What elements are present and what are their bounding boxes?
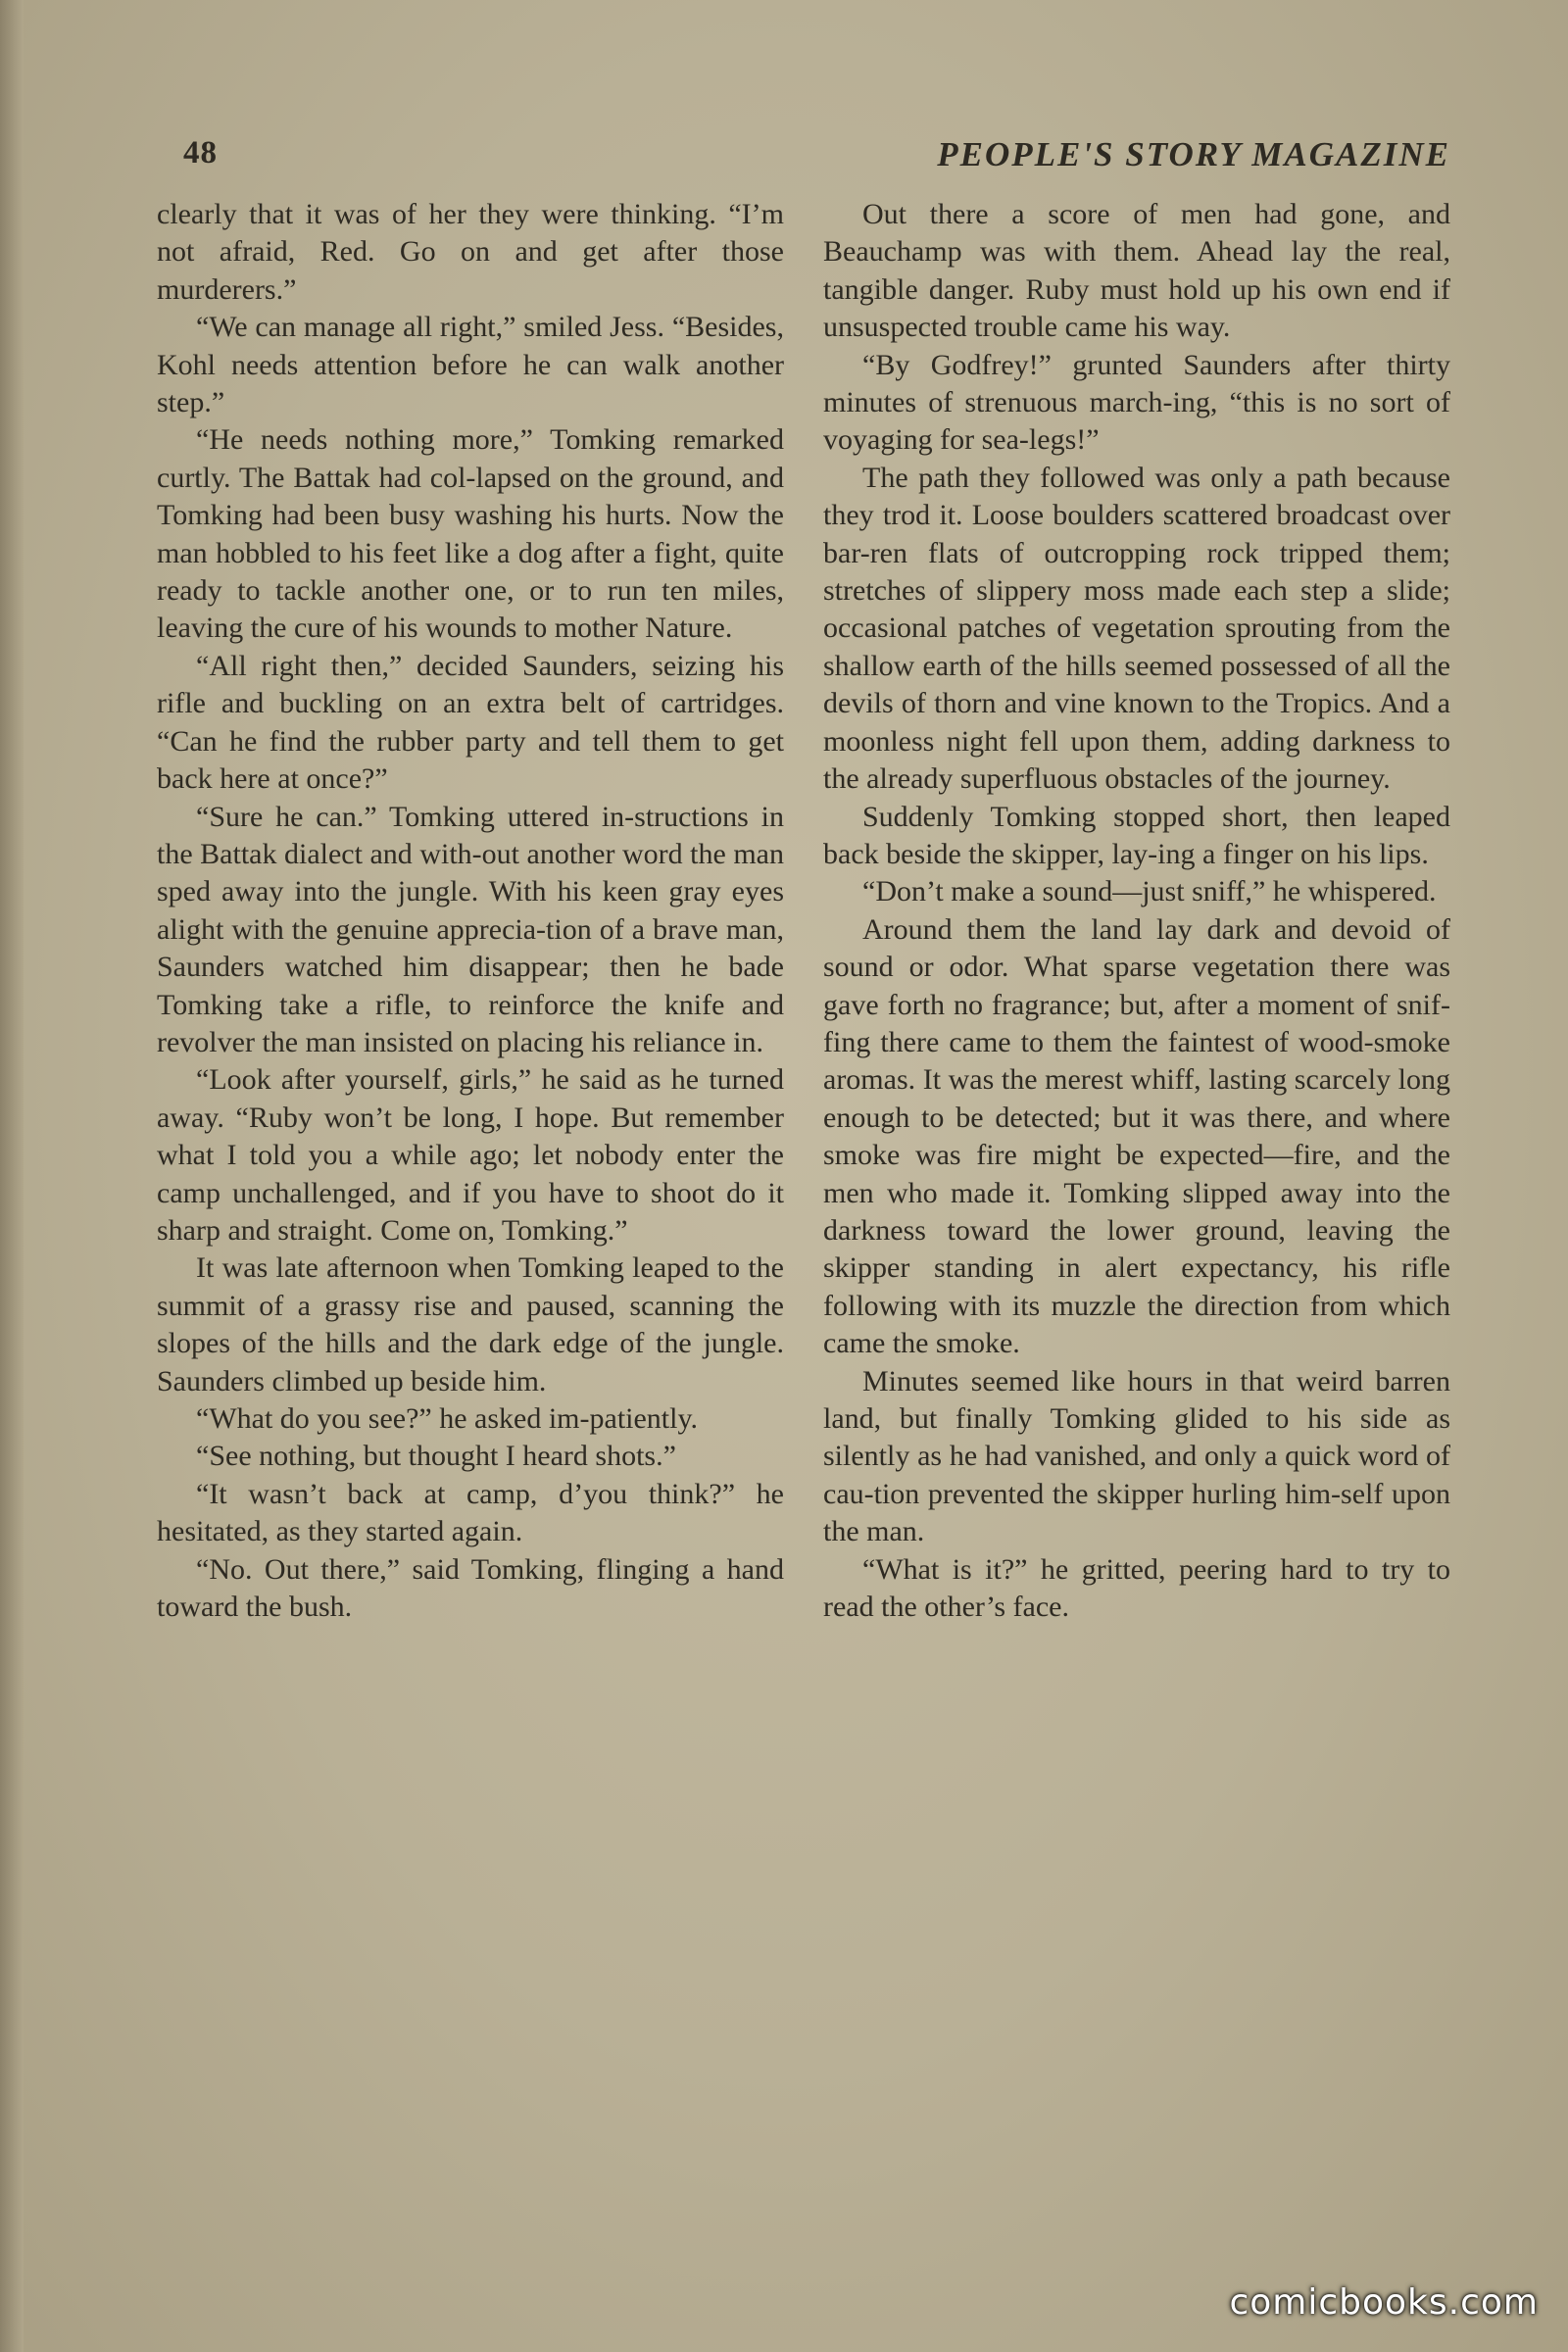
paragraph: The path they followed was only a path because they trod it. Loose boulders scattered broadcast over bar-ren flats of outcropping rock tripped them; stretches of slippery moss made each step a slide; occasional patches of vegetation sprouting from the shallow earth of the hills seemed possessed of all the devils of thorn and vine known to the Tropics. And a moonless night fell upon them, adding darkness to the already superfluous obstacles of the journey. (823, 461, 1450, 796)
page-binding-edge (0, 0, 24, 2352)
paragraph: “It wasn’t back at camp, d’you think?” he hesitated, as they started again. (157, 1477, 784, 1548)
left-column (157, 196, 784, 1626)
paragraph: Minutes seemed like hours in that weird barren land, but finally Tomking glided to his side as silently as he had vanished, and only a quick word of cau-tion prevented the skipper hurling him-self upon the man. (823, 1364, 1450, 1548)
paragraph: “Don’t make a sound—just sniff,” he whispered. (862, 875, 1437, 908)
paragraph: clearly that it was of her they were thinking. “I’m not afraid, Red. Go on and get after those murderers.” (157, 198, 784, 306)
paragraph: “All right then,” decided Saunders, seizing his rifle and buckling on an extra belt of cartridges. “Can he find the rubber party and tell them to get back here at once?” (157, 649, 784, 796)
paragraph: Suddenly Tomking stopped short, then leaped back beside the skipper, lay-ing a finger on his lips. (823, 800, 1450, 870)
paragraph: “See nothing, but thought I heard shots.” (196, 1440, 676, 1473)
right-column (823, 196, 1450, 1626)
paragraph: Out there a score of men had gone, and Beauchamp was with them. Ahead lay the real, tangible danger. Ruby must hold up his own end if unsuspected trouble came his way. (823, 198, 1450, 344)
paragraph: “No. Out there,” said Tomking, flinging a hand toward the bush. (157, 1552, 784, 1624)
page-number: 48 (183, 135, 218, 171)
paragraph: “What do you see?” he asked im-patiently. (196, 1402, 699, 1435)
paragraph: “By Godfrey!” grunted Saunders after thirty minutes of strenuous march-ing, “this is no sort of voyaging for sea-legs!” (823, 348, 1450, 457)
running-head: PEOPLE'S STORY MAGAZINE (937, 135, 1450, 173)
paragraph: “Sure he can.” Tomking uttered in-structions in the Battak dialect and with-out another word the man sped away into the jungle. With his keen gray eyes alight with the genuine apprecia-tion of a brave man, Saunders watched him disappear; then he bade Tomking take a rifle, to reinforce the knife and revolver the man insisted on placing his reliance in. (157, 800, 784, 1058)
paragraph: “He needs nothing more,” Tomking remarked curtly. The Battak had col-lapsed on the ground, and Tomking had been busy washing his hurts. Now the man hobbled to his feet like a dog after a fight, quite ready to tackle another one, or to run ten miles, leaving the cure of his wounds to mother Nature. (157, 423, 784, 645)
paragraph: “What is it?” he gritted, peering hard to try to read the other’s face. (823, 1552, 1450, 1624)
site-watermark: comicbooks.com (1229, 2282, 1539, 2323)
paragraph: Around them the land lay dark and devoid of sound or odor. What sparse vegetation there was gave forth no fragrance; but, after a moment of snif-fing there came to them the faintest of wood-smoke aromas. It was the merest whiff, lasting scarcely long enough to be detected; but it was there, and where smoke was fire might be expected—fire, and the men who made it. Tomking slipped away into the darkness toward the lower ground, leaving the skipper standing in alert expectancy, his rifle following with its muzzle the direction from which came the smoke. (823, 912, 1450, 1360)
paragraph: “We can manage all right,” smiled Jess. “Besides, Kohl needs attention before he can walk another step.” (157, 311, 784, 419)
paragraph: It was late afternoon when Tomking leaped to the summit of a grassy rise and paused, scanning the slopes of the hills and the dark edge of the jungle. Saunders climbed up beside him. (157, 1251, 784, 1397)
paragraph: “Look after yourself, girls,” he said as he turned away. “Ruby won’t be long, I hope. But remember what I told you a while ago; let nobody enter the camp unchallenged, and if you have to shoot do it sharp and straight. Come on, Tomking.” (157, 1063, 784, 1247)
